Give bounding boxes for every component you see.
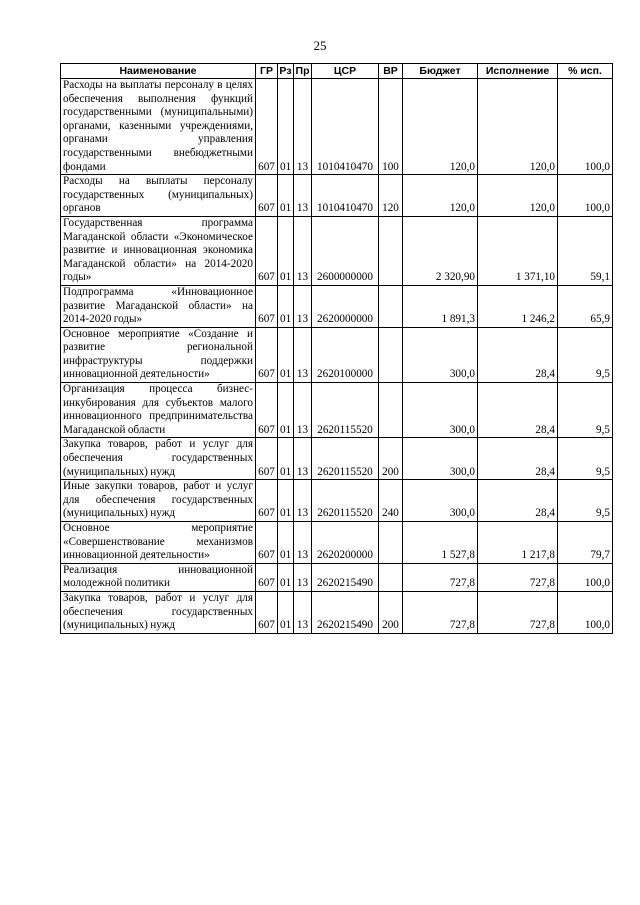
cell-vr — [379, 563, 403, 591]
cell-budget: 300,0 — [403, 383, 478, 438]
cell-name: Закупка товаров, работ и услуг для обеспечения государственных (муниципальных) нужд — [61, 438, 256, 480]
cell-gr: 607 — [256, 591, 278, 633]
table-row — [61, 591, 613, 633]
cell-execution: 1 217,8 — [478, 522, 558, 564]
cell-percent: 59,1 — [558, 216, 613, 285]
cell-vr: 100 — [379, 79, 403, 175]
cell-vr: 240 — [379, 480, 403, 522]
table-row — [61, 383, 613, 438]
table-row — [61, 438, 613, 480]
cell-name: Расходы на выплаты персоналу государственных (муниципальных) органов — [61, 175, 256, 217]
cell-percent: 79,7 — [558, 522, 613, 564]
cell-rz: 01 — [278, 327, 294, 382]
cell-gr: 607 — [256, 522, 278, 564]
cell-budget: 727,8 — [403, 563, 478, 591]
cell-budget: 120,0 — [403, 79, 478, 175]
cell-vr: 200 — [379, 438, 403, 480]
col-header-gr: ГР — [256, 64, 278, 79]
cell-csr: 2620115520 — [312, 438, 379, 480]
cell-execution: 1 246,2 — [478, 285, 558, 327]
cell-percent: 9,5 — [558, 383, 613, 438]
cell-vr — [379, 327, 403, 382]
table-row — [61, 480, 613, 522]
cell-vr — [379, 522, 403, 564]
cell-pr: 13 — [294, 79, 312, 175]
table-row — [61, 563, 613, 591]
cell-name: Реализация инновационной молодежной политики — [61, 563, 256, 591]
cell-gr: 607 — [256, 383, 278, 438]
cell-execution: 28,4 — [478, 480, 558, 522]
cell-percent: 100,0 — [558, 563, 613, 591]
cell-pr: 13 — [294, 327, 312, 382]
cell-execution: 727,8 — [478, 591, 558, 633]
cell-budget: 2 320,90 — [403, 216, 478, 285]
cell-percent: 9,5 — [558, 327, 613, 382]
cell-percent: 100,0 — [558, 591, 613, 633]
cell-execution: 28,4 — [478, 327, 558, 382]
table-header-row — [61, 64, 613, 79]
table-row — [61, 79, 613, 175]
cell-percent: 9,5 — [558, 480, 613, 522]
cell-gr: 607 — [256, 216, 278, 285]
cell-gr: 607 — [256, 327, 278, 382]
cell-gr: 607 — [256, 175, 278, 217]
cell-budget: 1 891,3 — [403, 285, 478, 327]
table-row — [61, 175, 613, 217]
cell-csr: 2600000000 — [312, 216, 379, 285]
cell-rz: 01 — [278, 591, 294, 633]
cell-gr: 607 — [256, 79, 278, 175]
cell-percent: 9,5 — [558, 438, 613, 480]
cell-execution: 28,4 — [478, 383, 558, 438]
cell-csr: 2620200000 — [312, 522, 379, 564]
cell-pr: 13 — [294, 216, 312, 285]
cell-gr: 607 — [256, 438, 278, 480]
cell-execution: 120,0 — [478, 79, 558, 175]
cell-execution: 727,8 — [478, 563, 558, 591]
cell-rz: 01 — [278, 563, 294, 591]
cell-pr: 13 — [294, 175, 312, 217]
col-header-name: Наименование — [61, 64, 256, 79]
col-header-percent: % исп. — [558, 64, 613, 79]
cell-vr: 200 — [379, 591, 403, 633]
cell-name: Основное мероприятие «Создание и развитие региональной инфраструктуры поддержки инновационной деятельности» — [61, 327, 256, 382]
budget-table — [60, 63, 613, 634]
cell-pr: 13 — [294, 480, 312, 522]
cell-gr: 607 — [256, 563, 278, 591]
cell-rz: 01 — [278, 480, 294, 522]
col-header-pr: Пр — [294, 64, 312, 79]
cell-rz: 01 — [278, 383, 294, 438]
cell-csr: 2620115520 — [312, 383, 379, 438]
cell-pr: 13 — [294, 285, 312, 327]
table-row — [61, 216, 613, 285]
cell-budget: 300,0 — [403, 327, 478, 382]
col-header-rz: Рз — [279, 65, 292, 77]
cell-execution: 1 371,10 — [478, 216, 558, 285]
cell-csr: 2620215490 — [312, 591, 379, 633]
cell-csr: 1010410470 — [312, 79, 379, 175]
cell-vr — [379, 216, 403, 285]
cell-gr: 607 — [256, 285, 278, 327]
cell-name: Иные закупки товаров, работ и услуг для обеспечения государственных (муниципальных) нужд — [61, 480, 256, 522]
cell-pr: 13 — [294, 438, 312, 480]
table-row — [61, 285, 613, 327]
cell-name: Основное мероприятие «Совершенствование механизмов инновационной деятельности» — [61, 522, 256, 564]
col-header-budget: Бюджет — [403, 64, 478, 79]
cell-name: Организация процесса бизнес-инкубирования для субъектов малого инновационного предпринимательства Магаданской области — [61, 383, 256, 438]
cell-budget: 1 527,8 — [403, 522, 478, 564]
cell-rz: 01 — [278, 216, 294, 285]
cell-pr: 13 — [294, 591, 312, 633]
cell-budget: 300,0 — [403, 480, 478, 522]
col-header-execution: Исполнение — [478, 64, 558, 79]
cell-name: Расходы на выплаты персоналу в целях обеспечения выполнения функций государственными (муниципальными) органами, казенными учреждениями, органами управления государственными внебюджетными фондами — [61, 79, 256, 175]
cell-vr — [379, 383, 403, 438]
cell-budget: 120,0 — [403, 175, 478, 217]
cell-csr: 2620215490 — [312, 563, 379, 591]
cell-pr: 13 — [294, 522, 312, 564]
cell-vr — [379, 285, 403, 327]
cell-csr: 2620100000 — [312, 327, 379, 382]
table-row — [61, 327, 613, 382]
page-number: 25 — [313, 38, 327, 53]
cell-rz: 01 — [278, 79, 294, 175]
cell-rz: 01 — [278, 175, 294, 217]
cell-execution: 28,4 — [478, 438, 558, 480]
cell-csr: 1010410470 — [312, 175, 379, 217]
cell-percent: 100,0 — [558, 79, 613, 175]
cell-execution: 120,0 — [478, 175, 558, 217]
cell-rz: 01 — [278, 522, 294, 564]
cell-csr: 2620000000 — [312, 285, 379, 327]
cell-pr: 13 — [294, 563, 312, 591]
col-header-vr: ВР — [379, 64, 403, 79]
cell-rz: 01 — [278, 438, 294, 480]
cell-vr: 120 — [379, 175, 403, 217]
cell-percent: 100,0 — [558, 175, 613, 217]
cell-name: Закупка товаров, работ и услуг для обеспечения государственных (муниципальных) нужд — [61, 591, 256, 633]
cell-gr: 607 — [256, 480, 278, 522]
cell-pr: 13 — [294, 383, 312, 438]
cell-percent: 65,9 — [558, 285, 613, 327]
cell-budget: 727,8 — [403, 591, 478, 633]
cell-name: Подпрограмма «Инновационное развитие Магаданской области» на 2014-2020 годы» — [61, 285, 256, 327]
cell-budget: 300,0 — [403, 438, 478, 480]
cell-rz: 01 — [278, 285, 294, 327]
col-header-csr: ЦСР — [312, 64, 379, 79]
table-row — [61, 522, 613, 564]
cell-name: Государственная программа Магаданской области «Экономическое развитие и инновационная экономика Магаданской области» на 2014-2020 годы» — [61, 216, 256, 285]
cell-csr: 2620115520 — [312, 480, 379, 522]
